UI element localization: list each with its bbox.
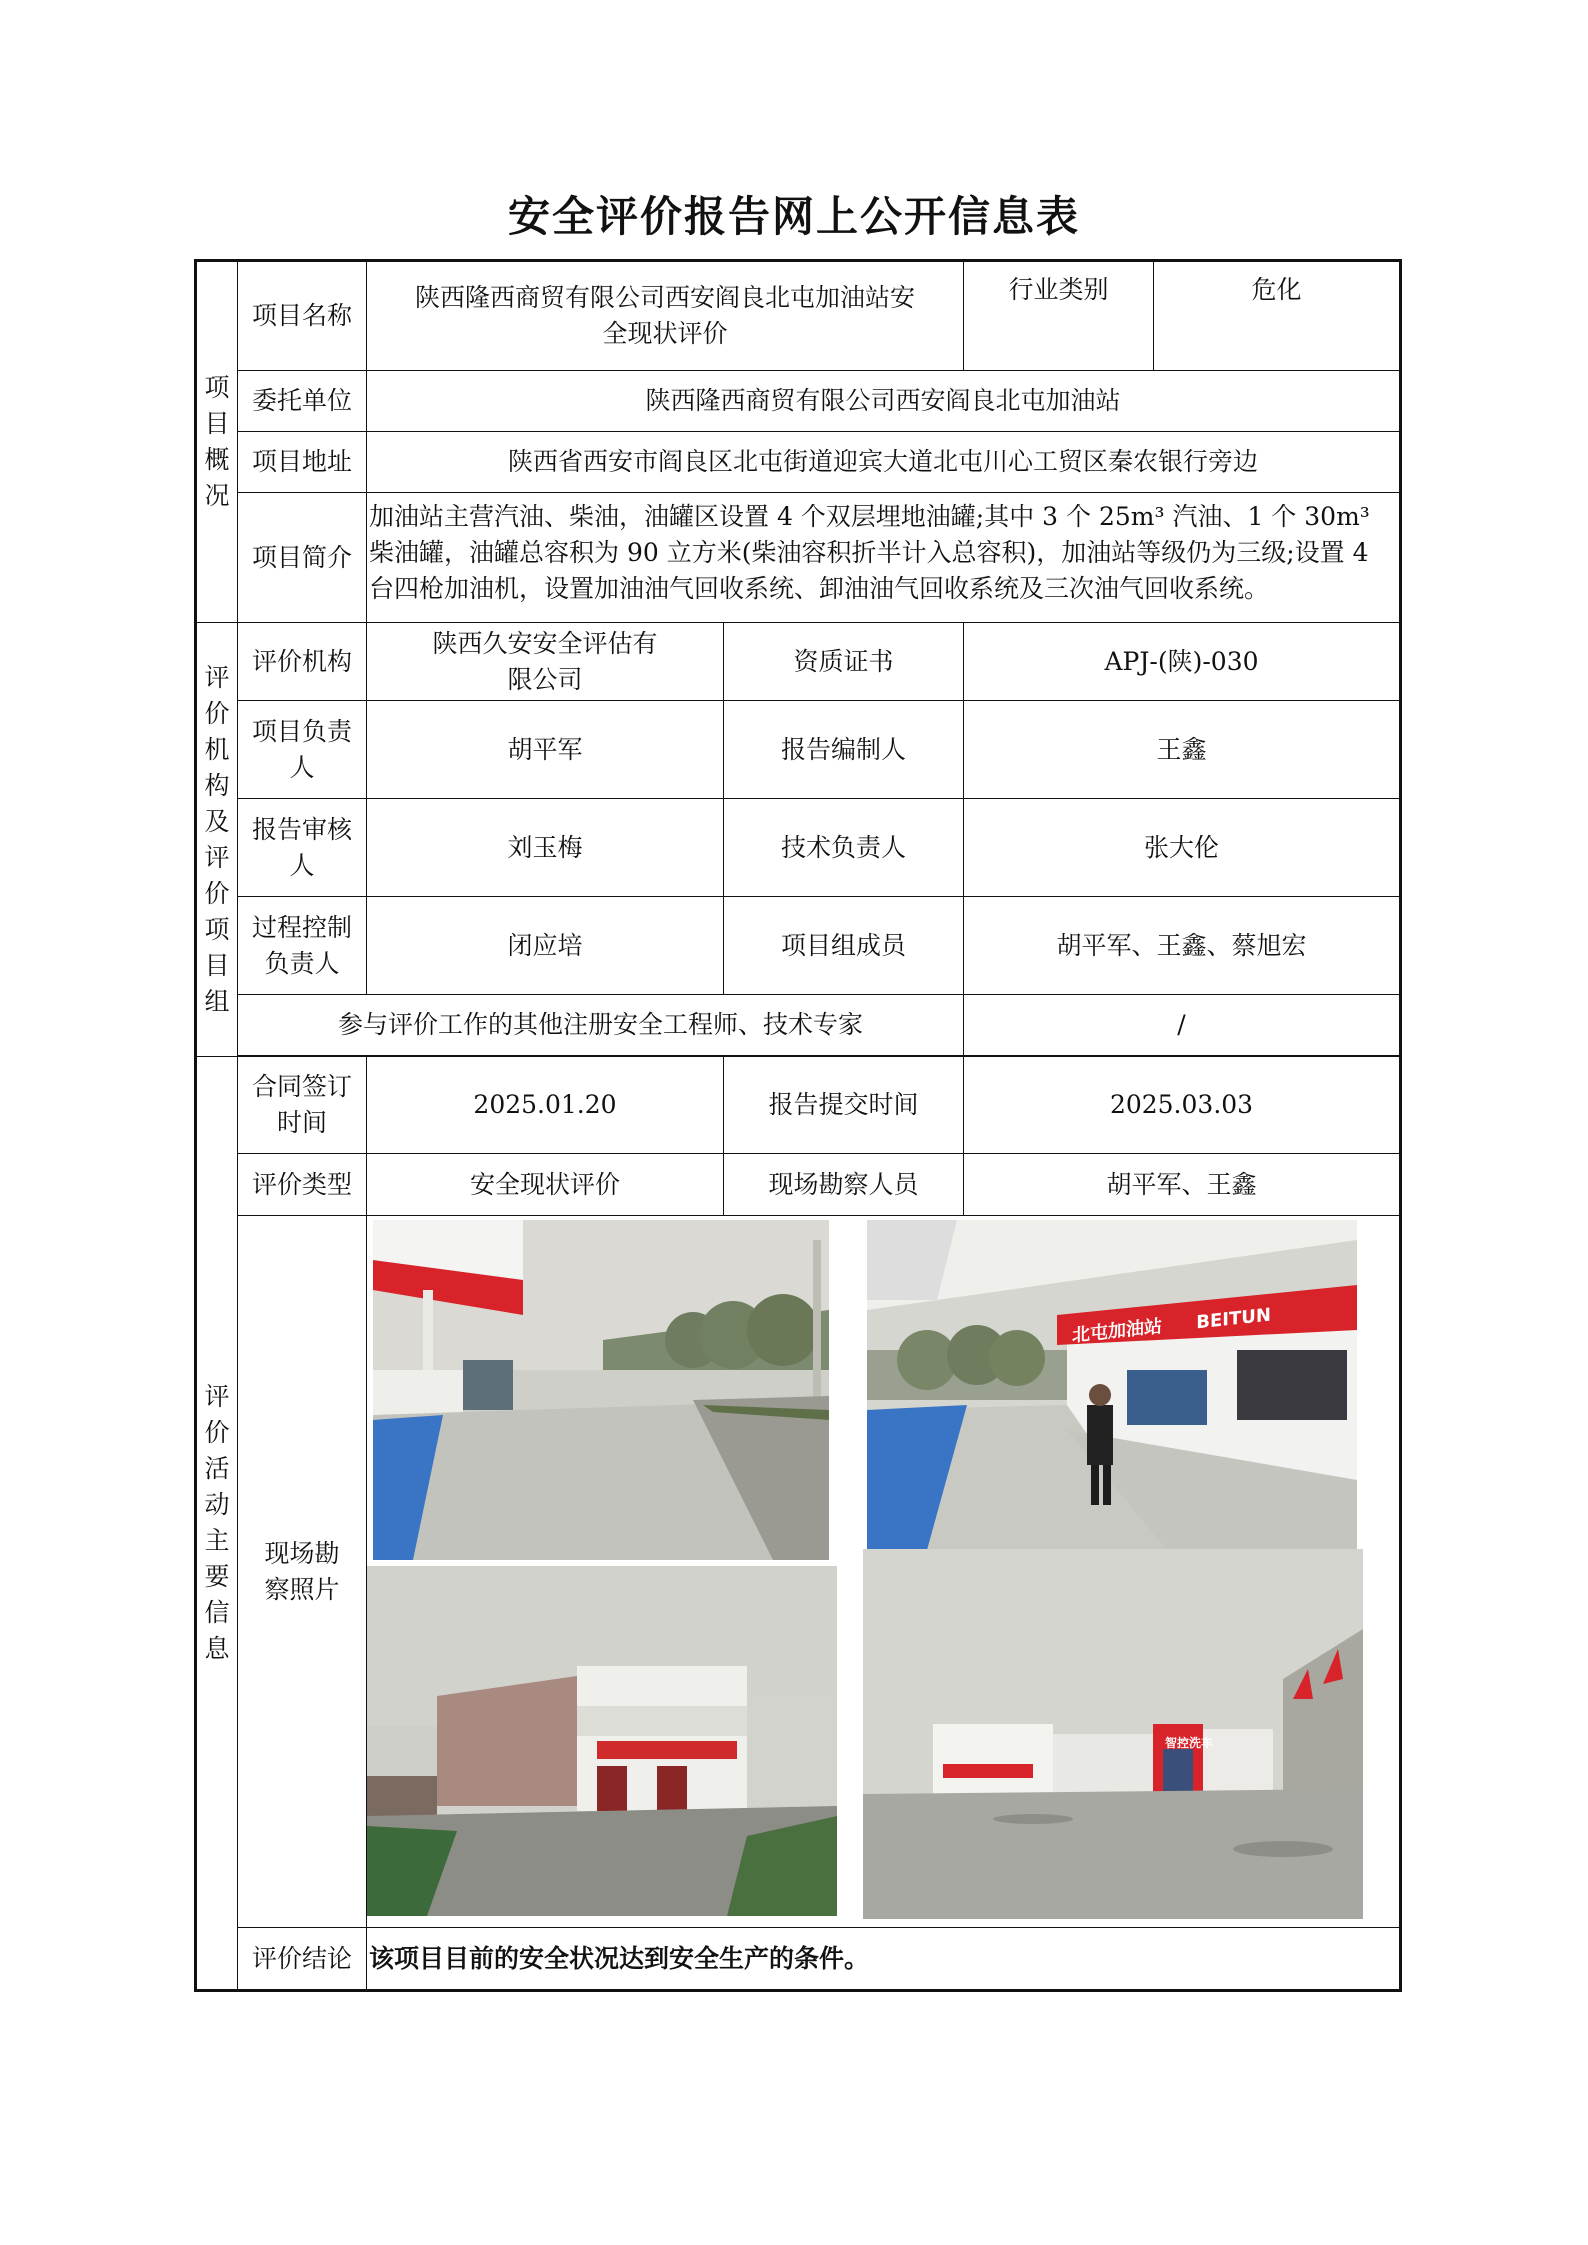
section-activities-label: 评价活动主要信息 <box>196 1057 238 1991</box>
reviewer-value: 刘玉梅 <box>367 799 724 897</box>
survey-label: 现场勘察人员 <box>724 1154 964 1216</box>
address-label: 项目地址 <box>238 432 367 493</box>
photos-label: 现场勘察照片 <box>238 1216 367 1928</box>
author-value: 王鑫 <box>964 701 1401 799</box>
leader-value: 胡平军 <box>367 701 724 799</box>
org-label: 评价机构 <box>238 623 367 701</box>
intro-value: 加油站主营汽油、柴油，油罐区设置 4 个双层埋地油罐;其中 3 个 25m³ 汽油、1 个 30m³ 柴油罐，油罐总容积为 90 立方米(柴油容积折半计入总容积)，加油站等级仍为三级;设置 4 台四枪加油机，设置加油油气回收系统、卸油油气回收系统及三次油气回收系统。 <box>367 493 1401 623</box>
others-value: / <box>964 995 1401 1056</box>
conclusion-value: 该项目目前的安全状况达到安全生产的条件。 <box>367 1928 1401 1991</box>
members-value: 胡平军、王鑫、蔡旭宏 <box>964 897 1401 995</box>
process-label: 过程控制负责人 <box>238 897 367 995</box>
section-overview-label: 项目概况 <box>196 261 238 623</box>
tech-label: 技术负责人 <box>724 799 964 897</box>
site-photo-car-wash <box>863 1549 1363 1919</box>
intro-label: 项目简介 <box>238 493 367 623</box>
site-photo-station-sign <box>867 1220 1357 1550</box>
reviewer-label: 报告审核人 <box>238 799 367 897</box>
site-photo-forecourt <box>373 1220 829 1560</box>
info-table <box>194 259 1402 1992</box>
process-value: 闭应培 <box>367 897 724 995</box>
survey-value: 胡平军、王鑫 <box>964 1154 1401 1216</box>
members-label: 项目组成员 <box>724 897 964 995</box>
project-name-label: 项目名称 <box>238 261 367 371</box>
leader-label: 项目负责人 <box>238 701 367 799</box>
page-title: 安全评价报告网上公开信息表 <box>507 192 1080 241</box>
industry-label: 行业类别 <box>964 261 1154 371</box>
type-label: 评价类型 <box>238 1154 367 1216</box>
site-photo-office-building <box>367 1566 837 1916</box>
client-label: 委托单位 <box>238 371 367 432</box>
client-value: 陕西隆西商贸有限公司西安阎良北屯加油站 <box>367 371 1401 432</box>
conclusion-label: 评价结论 <box>238 1928 367 1991</box>
industry-value: 危化 <box>1154 261 1401 371</box>
section-agency-label: 评价机构及评价项目组 <box>196 623 238 1057</box>
contract-label: 合同签订时间 <box>238 1057 367 1154</box>
station-sign-text: 北屯加油站 BEITUN <box>1072 1304 1271 1347</box>
address-value: 陕西省西安市阎良区北屯街道迎宾大道北屯川心工贸区秦农银行旁边 <box>367 432 1401 493</box>
type-value: 安全现状评价 <box>367 1154 724 1216</box>
author-label: 报告编制人 <box>724 701 964 799</box>
submit-label: 报告提交时间 <box>724 1057 964 1154</box>
cert-label: 资质证书 <box>724 623 964 701</box>
tech-value: 张大伦 <box>964 799 1401 897</box>
submit-value: 2025.03.03 <box>964 1057 1401 1154</box>
cert-value: APJ-(陕)-030 <box>964 623 1401 701</box>
org-value: 陕西久安安全评估有限公司 <box>367 623 724 701</box>
project-name-value: 陕西隆西商贸有限公司西安阎良北屯加油站安全现状评价 <box>367 261 964 371</box>
contract-value: 2025.01.20 <box>367 1057 724 1154</box>
others-label: 参与评价工作的其他注册安全工程师、技术专家 <box>238 995 964 1056</box>
photo-grid <box>367 1216 1401 1928</box>
wash-sign-text: 智控洗车 <box>1165 1736 1214 1750</box>
